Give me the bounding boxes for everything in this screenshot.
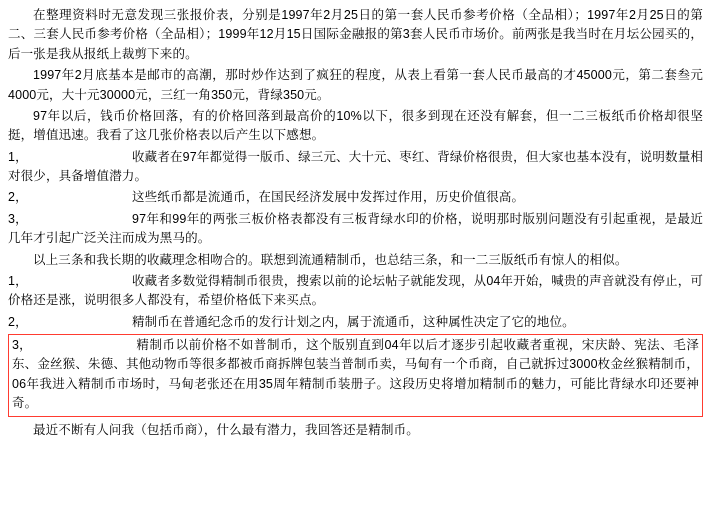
- list-item-2: [8, 188, 703, 207]
- list-item-5-number: 2，: [8, 314, 28, 329]
- list-item-3-number: 3，: [8, 211, 28, 226]
- list-item-3-text: 97年和99年的两张三板价格表都没有三板背绿水印的价格，说明那时版别问题没有引起重视，是最近几年才引起广泛关注而成为黑马的。: [8, 211, 703, 246]
- list-item-6-text: 精制币以前价格不如普制币，这个版别直到04年以后才逐步引起收藏者重视，宋庆龄、宪法、毛泽东、金丝猴、朱德、其他动物币等很多都被币商拆牌包装当普制币卖，马甸有一个币商，自己就拆过3000枚金丝猴精制币，06年我进入精制币市场时，马甸老张还在用35周年精制币装册子。这段历史将增加精制币的魅力，可能比背绿水印还要神奇。: [12, 338, 699, 411]
- paragraph-5: 最近不断有人问我（包括币商），什么最有潜力，我回答还是精制币。: [33, 422, 419, 437]
- list-item-1-number: 1，: [8, 149, 28, 164]
- list-item-2-text: 这些纸币都是流通币，在国民经济发展中发挥过作用，历史价值很高。: [132, 190, 525, 205]
- list-item-4: [8, 272, 703, 311]
- list-item-4-number: 1，: [8, 273, 28, 288]
- paragraph-3: 97年以后，钱币价格回落，有的价格回落到最高价的10%以下，很多到现在还没有解套，但一二三板纸币价格却很坚挺，增值迅速。我看了这几张价格表以后产生以下感想。: [8, 108, 703, 143]
- highlighted-paragraph-box: [8, 334, 703, 417]
- list-item-3: [8, 210, 703, 249]
- list-item-2-number: 2，: [8, 190, 28, 205]
- list-item-5-text: 精制币在普通纪念币的发行计划之内，属于流通币，这种属性决定了它的地位。: [132, 314, 575, 329]
- list-item-6-number: 3，: [12, 338, 32, 352]
- paragraph-1: 在整理资料时无意发现三张报价表，分别是1997年2月25日的第一套人民币参考价格（全品相）；1997年2月25日的第二、三套人民币参考价格（全品相）；1999年12月15日国际金融报的第3套人民币市场价。前两张是我当时在月坛公园买的，后一张是我从报纸上裁剪下来的。: [8, 8, 703, 61]
- list-item-5: [8, 313, 703, 332]
- list-item-1-text: 收藏者在97年都觉得一版币、绿三元、大十元、枣红、背绿价格很贵，但大家也基本没有，说明数量相对很少，具备增值潜力。: [8, 149, 703, 183]
- paragraph-4: 以上三条和我长期的收藏理念相吻合的。联想到流通精制币，也总结三条，和一二三版纸币有惊人的相似。: [33, 252, 628, 267]
- paragraph-2: 1997年2月底基本是邮市的高潮，那时炒作达到了疯狂的程度，从表上看第一套人民币最高的才45000元，第二套叁元4000元，大十元30000元，三红一角350元，背绿350元。: [8, 68, 703, 102]
- list-item-4-text: 收藏者多数觉得精制币很贵，搜索以前的论坛帖子就能发现，从04年开始，喊贵的声音就没有停止，可价格还是涨，说明很多人都没有，希望价格低下来买点。: [8, 273, 703, 308]
- list-item-1: [8, 148, 703, 187]
- list-item-6: [12, 336, 699, 414]
